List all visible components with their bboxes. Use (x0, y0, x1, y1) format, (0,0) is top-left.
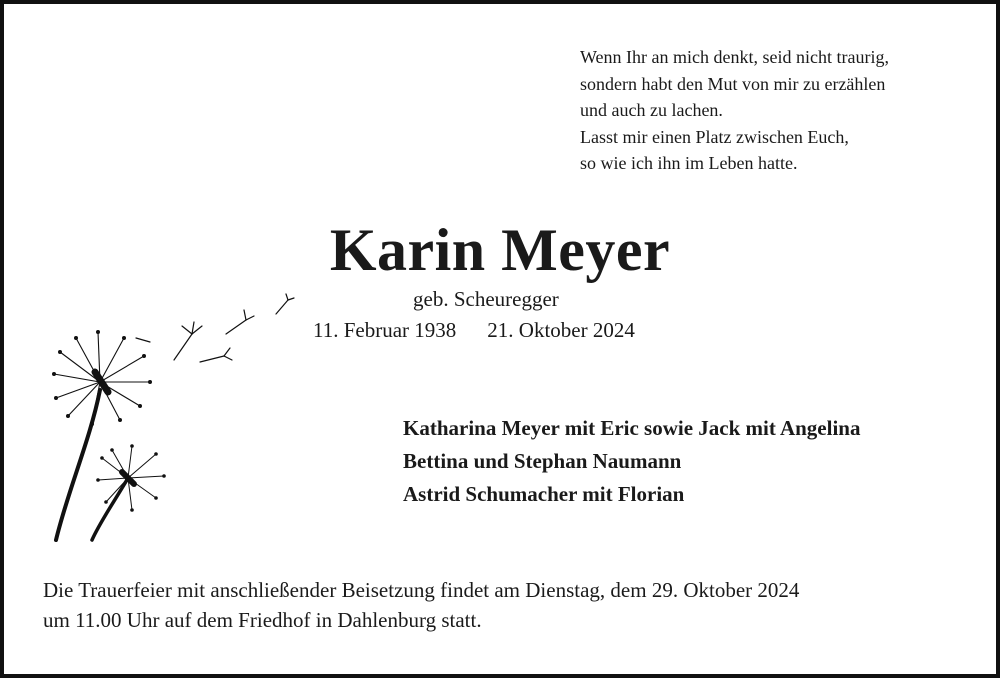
notice-line: um 11.00 Uhr auf dem Friedhof in Dahlenburg statt. (43, 608, 482, 632)
poem-line: und auch zu lachen. (580, 100, 723, 120)
life-dates (313, 316, 635, 344)
poem-line: Wenn Ihr an mich denkt, seid nicht traurig, (580, 47, 889, 67)
poem (580, 44, 889, 177)
notice-line: Die Trauerfeier mit anschließender Beisetzung findet am Dienstag, dem 29. Oktober 2024 (43, 578, 800, 602)
deceased-name: Karin Meyer (329, 217, 671, 283)
birth-name: geb. Scheuregger (413, 287, 559, 311)
dandelion-icon (40, 290, 310, 550)
mourner-line: Katharina Meyer mit Eric sowie Jack mit Angelina (403, 416, 861, 440)
mourners-list (403, 412, 860, 511)
funeral-notice (43, 575, 799, 635)
poem-line: sondern habt den Mut von mir zu erzählen (580, 73, 886, 94)
mourner-line: Bettina und Stephan Naumann (403, 449, 682, 473)
death-date: 21. Oktober 2024 (487, 318, 635, 342)
poem-line: Lasst mir einen Platz zwischen Euch, (580, 126, 849, 147)
birth-date: 11. Februar 1938 (313, 318, 457, 342)
poem-line: so wie ich ihn im Leben hatte. (580, 153, 798, 173)
mourner-line: Astrid Schumacher mit Florian (403, 482, 685, 506)
